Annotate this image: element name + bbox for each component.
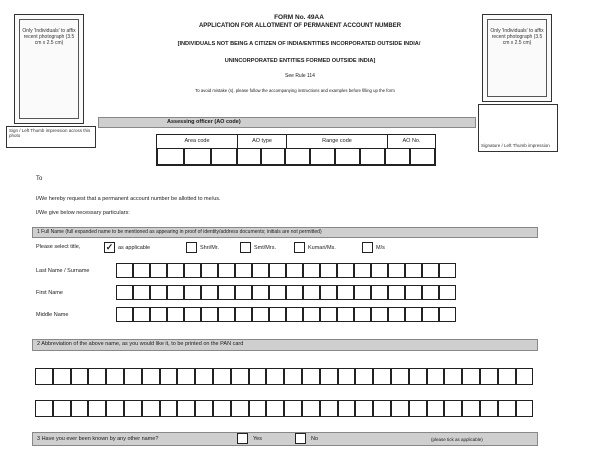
checkbox-as-applicable[interactable]: ✓: [105, 242, 114, 252]
char-cell[interactable]: [480, 400, 498, 417]
form-subtitle-1: [INDIVIDUALS NOT BEING A CITIZEN OF INDIA/ENTITIES INCORPORATED OUTSIDE INDIA/: [177, 41, 421, 47]
ao-code-table: [156, 134, 436, 166]
char-cell[interactable]: [218, 285, 235, 300]
char-cell[interactable]: [201, 285, 218, 300]
first-name-label: First Name: [36, 290, 63, 296]
char-cell[interactable]: [409, 400, 427, 417]
char-cell[interactable]: [354, 263, 371, 278]
char-cell[interactable]: [142, 368, 160, 385]
char-cell[interactable]: [231, 368, 249, 385]
first-name-input[interactable]: [116, 285, 456, 300]
char-cell[interactable]: [320, 368, 338, 385]
char-cell[interactable]: [167, 263, 184, 278]
checkbox-smt-mrs[interactable]: [240, 242, 251, 253]
char-cell[interactable]: [218, 307, 235, 322]
char-cell[interactable]: [302, 400, 320, 417]
form-title: APPLICATION FOR ALLOTMENT OF PERMANENT ACCOUNT NUMBER: [198, 23, 402, 29]
middle-name-input[interactable]: [116, 307, 456, 322]
char-cell[interactable]: [150, 285, 167, 300]
char-cell[interactable]: [439, 307, 456, 322]
char-cell[interactable]: [266, 400, 284, 417]
char-cell[interactable]: [405, 263, 422, 278]
abbreviation-line-1[interactable]: [35, 368, 533, 385]
char-cell[interactable]: [302, 368, 320, 385]
char-cell[interactable]: [116, 307, 133, 322]
char-cell[interactable]: [388, 285, 405, 300]
char-cell[interactable]: [371, 263, 388, 278]
section-1-bar: 1 Full Name (full expanded name to be mentioned as appearing in proof of identity/address documents; initials are not permitted): [32, 227, 538, 238]
rule-reference: See Rule 114: [285, 73, 315, 79]
char-cell[interactable]: [405, 285, 422, 300]
char-cell[interactable]: [195, 368, 213, 385]
char-cell[interactable]: [320, 263, 337, 278]
char-cell[interactable]: [231, 400, 249, 417]
photo-instruction-right: Only 'Individuals' to affix recent photograph (3.5 cm x 2.5 cm): [487, 19, 547, 97]
char-cell[interactable]: [133, 285, 150, 300]
char-cell[interactable]: [35, 368, 53, 385]
char-cell[interactable]: [269, 263, 286, 278]
char-cell[interactable]: [371, 285, 388, 300]
char-cell[interactable]: [167, 285, 184, 300]
ao-type-label: AO type: [238, 135, 287, 148]
option-as-applicable-label: as applicable: [118, 245, 151, 251]
char-cell[interactable]: [373, 368, 391, 385]
char-cell[interactable]: [498, 400, 516, 417]
last-name-input[interactable]: [116, 263, 456, 278]
char-cell[interactable]: [303, 307, 320, 322]
char-cell[interactable]: [252, 285, 269, 300]
char-cell[interactable]: [249, 368, 267, 385]
char-cell[interactable]: [177, 368, 195, 385]
ao-code-label: Assessing officer (AO code): [167, 119, 241, 125]
char-cell[interactable]: [184, 285, 201, 300]
char-cell[interactable]: [516, 400, 534, 417]
char-cell[interactable]: [354, 307, 371, 322]
option-smt-mrs-label: Smt/Mrs.: [254, 245, 276, 251]
char-cell[interactable]: [184, 263, 201, 278]
char-cell[interactable]: [201, 263, 218, 278]
checkbox-kumari-ms[interactable]: [294, 242, 305, 253]
char-cell[interactable]: [303, 263, 320, 278]
intro-request: I/We hereby request that a permanent account number be allotted to me/us.: [36, 196, 221, 202]
char-cell[interactable]: [337, 285, 354, 300]
char-cell[interactable]: [133, 307, 150, 322]
to-label: To: [36, 176, 43, 182]
char-cell[interactable]: [218, 263, 235, 278]
char-cell[interactable]: [286, 307, 303, 322]
char-cell[interactable]: [195, 400, 213, 417]
char-cell[interactable]: [338, 400, 356, 417]
char-cell[interactable]: [266, 368, 284, 385]
char-cell[interactable]: [269, 307, 286, 322]
char-cell[interactable]: [373, 400, 391, 417]
char-cell[interactable]: [184, 307, 201, 322]
section-2-bar: 2 Abbreviation of the above name, as you would like it, to be printed on the PAN card: [32, 339, 538, 351]
char-cell[interactable]: [303, 285, 320, 300]
char-cell[interactable]: [124, 368, 142, 385]
form-number: FORM No. 49AA: [274, 14, 324, 21]
char-cell[interactable]: [177, 400, 195, 417]
char-cell[interactable]: [53, 368, 71, 385]
char-cell[interactable]: [320, 400, 338, 417]
char-cell[interactable]: [320, 285, 337, 300]
char-cell[interactable]: [391, 400, 409, 417]
char-cell[interactable]: [480, 368, 498, 385]
char-cell[interactable]: [462, 400, 480, 417]
char-cell[interactable]: [355, 368, 373, 385]
checkbox-shri-mr[interactable]: [186, 242, 197, 253]
checkbox-other-name-no[interactable]: [295, 433, 306, 444]
char-cell[interactable]: [88, 400, 106, 417]
form-subtitle-2: UNINCORPORATED ENTITIES FORMED OUTSIDE INDIA]: [224, 58, 376, 64]
char-cell[interactable]: [286, 263, 303, 278]
checkbox-ms-firm[interactable]: [362, 242, 373, 253]
photo-box-right: [482, 14, 552, 102]
other-name-yes-label: Yes: [253, 436, 262, 442]
char-cell[interactable]: [160, 368, 178, 385]
ao-code-bar: [98, 117, 476, 128]
char-cell[interactable]: [371, 307, 388, 322]
char-cell[interactable]: [213, 368, 231, 385]
tick-note: (please tick as applicable): [431, 437, 483, 442]
checkbox-other-name-yes[interactable]: [237, 433, 248, 444]
char-cell[interactable]: [150, 263, 167, 278]
other-name-question: 3 Have you ever been known by any other name?: [37, 436, 159, 442]
char-cell[interactable]: [249, 400, 267, 417]
title-select-label: Please select title,: [36, 244, 81, 250]
abbreviation-line-2[interactable]: [35, 400, 533, 417]
char-cell[interactable]: [516, 368, 534, 385]
char-cell[interactable]: [427, 400, 445, 417]
char-cell[interactable]: [252, 307, 269, 322]
char-cell[interactable]: [444, 400, 462, 417]
char-cell[interactable]: [124, 400, 142, 417]
photo-instruction-left: Only 'Individuals' to affix recent photograph (3.5 cm x 2.5 cm): [19, 19, 79, 119]
char-cell[interactable]: [116, 263, 133, 278]
ao-area-code-label: Area code: [157, 135, 238, 148]
char-cell[interactable]: [35, 400, 53, 417]
ao-range-code-label: Range code: [287, 135, 388, 148]
char-cell[interactable]: [167, 307, 184, 322]
char-cell[interactable]: [337, 307, 354, 322]
ao-code-cells[interactable]: [157, 148, 435, 165]
char-cell[interactable]: [391, 368, 409, 385]
char-cell[interactable]: [284, 368, 302, 385]
photo-box-left: [14, 14, 84, 124]
signature-box-right: Signature / Left Thumb impression: [478, 104, 558, 152]
char-cell[interactable]: [160, 400, 178, 417]
char-cell[interactable]: [444, 368, 462, 385]
char-cell[interactable]: [422, 263, 439, 278]
char-cell[interactable]: [88, 368, 106, 385]
char-cell[interactable]: [498, 368, 516, 385]
char-cell[interactable]: [106, 400, 124, 417]
char-cell[interactable]: [427, 368, 445, 385]
option-ms-firm-label: M/s: [376, 245, 385, 251]
char-cell[interactable]: [235, 307, 252, 322]
char-cell[interactable]: [235, 285, 252, 300]
char-cell[interactable]: [422, 307, 439, 322]
char-cell[interactable]: [116, 285, 133, 300]
char-cell[interactable]: [235, 263, 252, 278]
char-cell[interactable]: [71, 368, 89, 385]
char-cell[interactable]: [338, 368, 356, 385]
char-cell[interactable]: [53, 400, 71, 417]
char-cell[interactable]: [337, 263, 354, 278]
char-cell[interactable]: [133, 263, 150, 278]
char-cell[interactable]: [142, 400, 160, 417]
char-cell[interactable]: [106, 368, 124, 385]
char-cell[interactable]: [355, 400, 373, 417]
char-cell[interactable]: [388, 263, 405, 278]
char-cell[interactable]: [150, 307, 167, 322]
intro-particulars: I/We give below necessary particulars:: [36, 210, 130, 216]
middle-name-label: Middle Name: [36, 312, 69, 318]
option-shri-mr-label: Shri/Mr.: [200, 245, 219, 251]
char-cell[interactable]: [269, 285, 286, 300]
option-kumari-ms-label: Kumari/Ms.: [308, 245, 336, 251]
char-cell[interactable]: [439, 263, 456, 278]
char-cell[interactable]: [284, 400, 302, 417]
form-instruction: To avoid mistake (s), please follow the accompanying instructions and examples before filling up the form: [195, 88, 395, 93]
char-cell[interactable]: [201, 307, 218, 322]
char-cell[interactable]: [354, 285, 371, 300]
last-name-label: Last Name / Surname: [36, 268, 90, 274]
char-cell[interactable]: [286, 285, 303, 300]
other-name-no-label: No: [311, 436, 319, 442]
char-cell[interactable]: [405, 307, 422, 322]
ao-number-label: AO No.: [402, 138, 421, 144]
char-cell[interactable]: [320, 307, 337, 322]
char-cell[interactable]: [422, 285, 439, 300]
char-cell[interactable]: [439, 285, 456, 300]
char-cell[interactable]: [462, 368, 480, 385]
char-cell[interactable]: [409, 368, 427, 385]
signature-box-left: Sign / Left Thumb impression across this photo: [6, 126, 96, 148]
char-cell[interactable]: [252, 263, 269, 278]
section-3-bar: [32, 432, 538, 446]
char-cell[interactable]: [213, 400, 231, 417]
char-cell[interactable]: [388, 307, 405, 322]
char-cell[interactable]: [71, 400, 89, 417]
